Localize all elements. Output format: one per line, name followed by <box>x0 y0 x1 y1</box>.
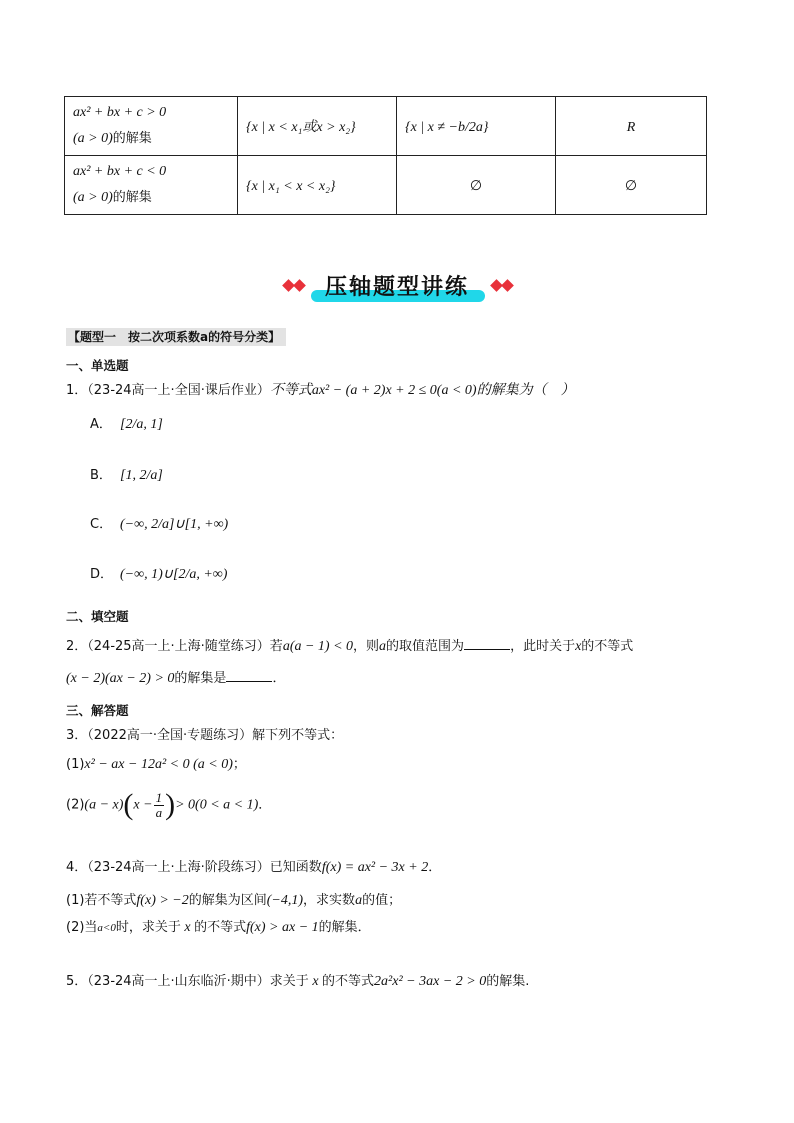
table-row <box>65 97 707 156</box>
table-cell <box>397 97 556 156</box>
question-text: 的取值范围为 <box>386 639 465 654</box>
option-d[interactable] <box>90 563 227 583</box>
option-a[interactable] <box>90 413 163 433</box>
question-text: 4．（23-24高一上·上海·阶段练习）已知函数 <box>66 860 322 875</box>
question-text: 的解集． <box>318 920 371 935</box>
answer-blank[interactable] <box>464 635 510 650</box>
question-number: 1． <box>66 383 88 398</box>
option-c[interactable] <box>90 513 228 533</box>
row-label-suffix: 的解集 <box>112 190 152 205</box>
row-label-math: ax² + bx + c < 0 <box>73 164 167 179</box>
table-cell <box>556 156 707 215</box>
inequality-table <box>64 96 707 215</box>
table-cell <box>397 156 556 215</box>
question-2-line-1: 2．（24-25高一上·上海·随堂练习）若a(a − 1) < 0，则a的取值范围为 ，此时关于x的不等式 <box>66 635 633 657</box>
row-label-suffix: 的解集 <box>112 131 152 146</box>
question-4 <box>66 858 441 878</box>
question-text: 的值； <box>362 893 402 908</box>
section-heading: 一、单选题 <box>66 358 129 373</box>
question-1 <box>66 381 575 401</box>
part-number: (1) <box>66 757 85 772</box>
math-expression: a<0 <box>97 922 116 934</box>
question-text: 的解集是 <box>174 671 227 686</box>
solution-set: ∅ <box>624 179 638 194</box>
question-4-part-2: (2)当a<0时，求关于 x 的不等式f(x) > ax − 1的解集． <box>66 920 371 935</box>
option-text: (−∞, 1)∪[2/a, +∞) <box>120 567 228 582</box>
question-text: ． <box>272 671 286 686</box>
math-expression: x² − ax − 12a² < 0 (a < 0) <box>84 757 233 772</box>
question-text: 时，求关于 <box>115 920 181 935</box>
question-text: ，则 <box>353 639 380 654</box>
solution-set: {x | x < x₁或x > x₂} <box>246 120 356 135</box>
question-text: 的解集. <box>486 974 530 989</box>
row-label-cond: (a > 0) <box>73 190 113 205</box>
question-text: ，求实数 <box>303 893 356 908</box>
question-text: 5．（23-24高一上·山东临沂·期中）求关于 <box>66 974 309 989</box>
option-text: [2/a, 1] <box>120 417 163 432</box>
row-label-cond: (a > 0) <box>73 131 113 146</box>
question-3-part-1 <box>66 755 246 775</box>
option-text: (−∞, 2/a]∪[1, +∞) <box>120 517 229 532</box>
math-expression: f(x) = ax² − 3x + 2 <box>321 860 429 875</box>
question-text: ． <box>258 797 272 813</box>
question-stem: 不等式ax² − (a + 2)x + 2 ≤ 0(a < 0)的解集为（ ） <box>269 383 575 398</box>
question-4-part-1: (1)若不等式f(x) > −2的解集为区间(−4,1)，求实数a的值； <box>66 893 402 908</box>
option-label: B． <box>90 468 112 483</box>
option-label: C． <box>90 517 113 532</box>
part-number: (2) <box>66 797 85 813</box>
solution-set: R <box>626 120 636 135</box>
math-expression: (a − x) <box>84 797 124 813</box>
solution-set: {x | x₁ < x < x₂} <box>246 179 336 194</box>
option-label: D． <box>90 567 114 582</box>
question-text: 的不等式 <box>194 920 247 935</box>
table-cell <box>238 97 397 156</box>
math-expression: 2a²x² − 3ax − 2 > 0 <box>374 974 487 989</box>
table-cell <box>238 156 397 215</box>
solution-set: {x | x ≠ −b/2a} <box>405 120 489 135</box>
question-text: 3．（2022高一·全国·专题练习）解下列不等式： <box>66 728 344 743</box>
table-cell <box>65 97 238 156</box>
question-text: (1)若不等式 <box>66 893 137 908</box>
section-heading: 三、解答题 <box>66 703 129 718</box>
question-text: 的解集为区间 <box>188 893 267 908</box>
math-expression: (−4,1) <box>266 893 304 908</box>
table-cell <box>65 156 238 215</box>
math-expression: f(x) > ax − 1 <box>246 920 319 935</box>
question-text: 的不等式 <box>581 639 634 654</box>
math-expression: f(x) > −2 <box>136 893 189 908</box>
banner-title: 压轴题型讲练 <box>324 275 469 300</box>
topic-label: 【题型一 按二次项系数a的符号分类】 <box>66 328 286 346</box>
table-cell <box>556 97 707 156</box>
question-5: 5．（23-24高一上·山东临沂·期中）求关于 x 的不等式2a²x² − 3ax − 2 > 0的解集. <box>66 974 530 989</box>
option-text: [1, 2/a] <box>120 468 163 483</box>
fraction: $\frac{1}{a}$ <box>155 789 163 820</box>
question-text: 2．（24-25高一上·上海·随堂练习）若 <box>66 639 283 654</box>
question-3-part-2: (2)(a − x)(x − $\frac{1}{a}$ )> 0(0 < a < 1)． <box>66 788 272 821</box>
question-text: (2)当 <box>66 920 98 935</box>
answer-blank[interactable] <box>226 667 272 682</box>
question-2-line-2 <box>66 667 285 689</box>
question-source: （23-24高一上·全国·课后作业） <box>87 383 270 398</box>
math-expression: > 0(0 < a < 1) <box>175 797 259 813</box>
question-3 <box>66 726 343 746</box>
solution-set: ∅ <box>469 179 483 194</box>
section-heading: 二、填空题 <box>66 609 129 624</box>
option-b[interactable] <box>90 464 163 484</box>
table-row <box>65 156 707 215</box>
option-label: A． <box>90 417 112 432</box>
question-text: 的不等式 <box>322 974 375 989</box>
question-text: ，此时关于 <box>510 639 576 654</box>
section-banner <box>0 270 794 306</box>
question-text: ． <box>428 860 442 875</box>
math-expression: (x − 2)(ax − 2) > 0 <box>66 671 175 686</box>
math-expression: a(a − 1) < 0 <box>282 639 354 654</box>
row-label-math: ax² + bx + c > 0 <box>73 105 167 120</box>
question-text: ； <box>232 757 246 772</box>
